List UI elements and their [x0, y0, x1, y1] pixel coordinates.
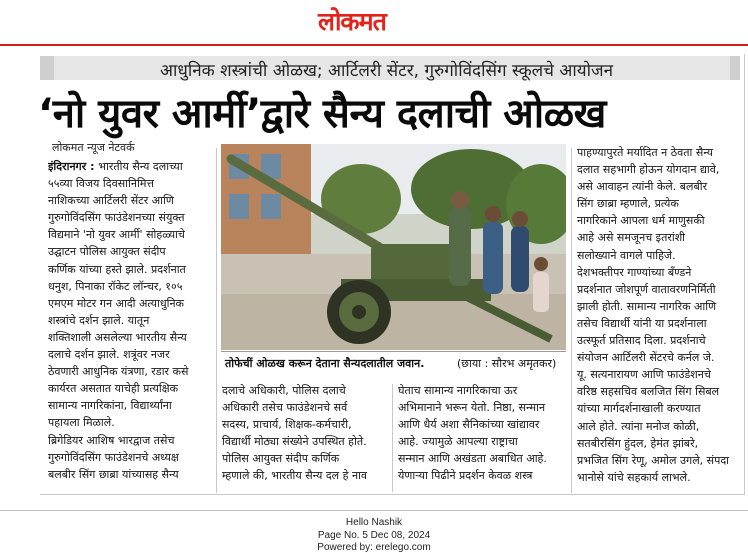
- photo-caption-bar: [221, 351, 566, 374]
- article-text-line: म्हणाले की, भारतीय सैन्य दल हे नाव: [222, 469, 368, 483]
- article-column-4: [577, 144, 741, 486]
- article-bottom-border: [40, 494, 745, 495]
- kicker-text: आधुनिक शस्त्रांची ओळख; आर्टिलरी सेंटर, गुरुगोविंदसिंग स्कूलचे आयोजन: [160, 61, 614, 81]
- article-text-line: सतबीरसिंग हुंदल, हेमंत झांबरे,: [577, 436, 699, 450]
- article-photo: [221, 144, 566, 350]
- article-text-line: दलाचे अधिकारी, पोलिस दलाचे: [222, 384, 346, 397]
- page-footer: [0, 510, 748, 560]
- article-text-line: आहे असे समजूनच इतरांशी: [577, 231, 686, 245]
- article-text-line: पहायला मिळाले.: [48, 416, 115, 430]
- article-text-line: आले होते. त्यांना मनोज कोळी,: [577, 419, 700, 433]
- article-text-line: शस्त्रांचे दर्शन झाले. यातून: [48, 313, 150, 327]
- footer-publication: Hello Nashik: [345, 517, 403, 528]
- article-text-line: दलाचे दर्शन झाले. शत्रूंवर नजर: [48, 348, 170, 362]
- article-text-line: येणाऱ्या पिढीने प्रदर्शन केवळ शस्त्र: [398, 469, 533, 483]
- article-text-line: असे आवाहन त्यांनी केले. बलबीर: [577, 180, 708, 194]
- article-text-line: उत्स्फूर्त प्रतिसाद दिला. प्रदर्शनाचे: [577, 334, 706, 348]
- article-text-line: सन्मान आणि अखंडता अबाधित आहे.: [398, 452, 547, 466]
- article-text-line: एमएम मोटर गन आदी अत्याधुनिक: [48, 296, 184, 310]
- article-text-line: प्रदर्शनात जोशपूर्ण वातावरणनिर्मिती: [577, 282, 716, 296]
- article-text-line: यांच्या मार्गदर्शनाखाली करण्यात: [577, 402, 701, 416]
- column-divider: [216, 148, 217, 493]
- article-text-line: उद्घाटन पोलिस आयुक्त संदीप: [48, 245, 166, 259]
- article-text-line: सदस्य, प्राचार्य, शिक्षक-कर्मचारी,: [222, 418, 352, 432]
- article-column-3: [398, 382, 563, 485]
- newspaper-logo[interactable]: लोकमत: [318, 7, 386, 36]
- article-text-line: अधिकारी तसेच फाउंडेशनचे सर्व: [222, 401, 348, 415]
- article-column-2: [222, 382, 387, 485]
- article-text-line: बलबीर सिंग छाब्रा यांच्यासह सैन्य: [48, 467, 179, 481]
- article-text-line: विद्यमाने 'नो युवर आर्मी' सोहळ्याचे: [48, 228, 185, 242]
- article-text-line: दलात सहभागी होऊन योगदान द्यावे,: [577, 163, 720, 177]
- article-text-line: सिंग छाब्रा म्हणाले, प्रत्येक: [577, 197, 679, 211]
- article-right-border: [744, 54, 745, 494]
- article-text-line: कार्यरत असतात याचेही प्रत्यक्षिक: [48, 382, 179, 396]
- kicker-strip: [40, 56, 740, 80]
- article-text-line: नागरिकाने आपला धर्म माणुसकी: [577, 214, 705, 228]
- article-text-line: नाशिकच्या आर्टिलरी सेंटर आणि: [48, 194, 174, 208]
- article-text-line: शक्तिशाली असलेल्या भारतीय सैन्य: [48, 330, 187, 344]
- article-text-line: धनुश, पिनाका रॉकेट लॉन्चर, १०५: [48, 279, 183, 293]
- article-text-line: यू. सत्यनारायण आणि फाउंडेशनचे: [577, 368, 711, 382]
- article-text-line: घेताच सामान्य नागरिकाचा ऊर: [398, 384, 518, 397]
- article-text-line: पोलिस आयुक्त संदीप कर्णिक: [222, 452, 340, 466]
- footer-page-date: Page No. 5 Dec 08, 2024: [317, 530, 431, 541]
- footer-powered-by[interactable]: Powered by: erelego.com: [317, 542, 431, 553]
- article-headline: ‘नो युवर आर्मी’द्वारे सैन्य दलाची ओळख: [38, 91, 606, 137]
- article-text-line: सामान्य नागरिकांना, विद्यार्थ्यांना: [48, 399, 172, 413]
- article-text-line: आहे. ज्यामुळे आपल्या राष्ट्राचा: [398, 435, 518, 449]
- article-text-line: विद्यार्थी मोठ्या संख्येने उपस्थित होते.: [222, 435, 367, 449]
- article-text-line: कर्णिक यांच्या हस्ते झाले. प्रदर्शनात: [48, 262, 186, 276]
- photo-credit: (छाया : सौरभ अमृतकर): [457, 357, 557, 370]
- article-text-line: तसेच विद्यार्थी यांनी या प्रदर्शनाला: [577, 316, 707, 330]
- kicker-accent-right: [730, 56, 740, 80]
- photo-caption: तोफेचीं ओळख करून देताना सैन्यदलातील जवान.: [225, 357, 425, 370]
- article-text-line: इंदिरानगर : भारतीय सैन्य दलाच्या: [48, 160, 183, 173]
- column-divider: [392, 384, 393, 492]
- article-text-line: गुरुगोविंदसिंग फाउंडेशनच्या संयुक्त: [48, 211, 185, 225]
- masthead: [0, 0, 748, 40]
- article-text-line: ठेवणारी आधुनिक यंत्रणा, रडार कसे: [48, 365, 189, 379]
- article-text-line: प्रभजित सिंग रेणू, अमोल उगले, संपदा: [577, 453, 730, 467]
- article-text-line: भानोसे यांचे सहकार्य लाभले.: [577, 470, 691, 484]
- article-text-line: आणि धैर्य अशा सैनिकांच्या खांद्यावर: [398, 418, 540, 432]
- article-text-line: देशभक्तीपर गाण्यांच्या बँण्डने: [577, 265, 692, 279]
- article-text-line: ५५व्या विजय दिवसानिमित्त: [48, 177, 155, 191]
- article-text-line: ब्रिगेडियर आशिष भारद्वाज तसेच: [48, 433, 175, 447]
- byline: लोकमत न्यूज नेटवर्क: [52, 141, 135, 154]
- artillery-photo-graphic: [221, 144, 566, 350]
- article-text-line: वरिष्ठ सहसचिव बलजित सिंग सिबल: [577, 385, 720, 399]
- column-divider: [571, 148, 572, 493]
- kicker-accent-left: [40, 56, 54, 80]
- article-column-1: [48, 158, 212, 483]
- article-text-line: झाली होती. सामान्य नागरिक आणि: [577, 299, 717, 313]
- masthead-rule: [0, 44, 748, 46]
- article-text-line: अभिमानाने भरून येतो. निष्ठा, सन्मान: [398, 401, 546, 415]
- article-text-line: पाहण्यापुरते मर्यादित न ठेवता सैन्य: [577, 146, 713, 159]
- article-text-line: संयोजन आर्टिलरी सेंटरचे कर्नल जे.: [577, 351, 715, 365]
- article-text-line: गुरुगोविंदसिंग फाउंडेशनचे अध्यक्ष: [48, 450, 179, 464]
- article-text-line: सलोख्याने वागले पाहिजे.: [577, 248, 676, 262]
- dateline: इंदिरानगर :: [48, 160, 99, 173]
